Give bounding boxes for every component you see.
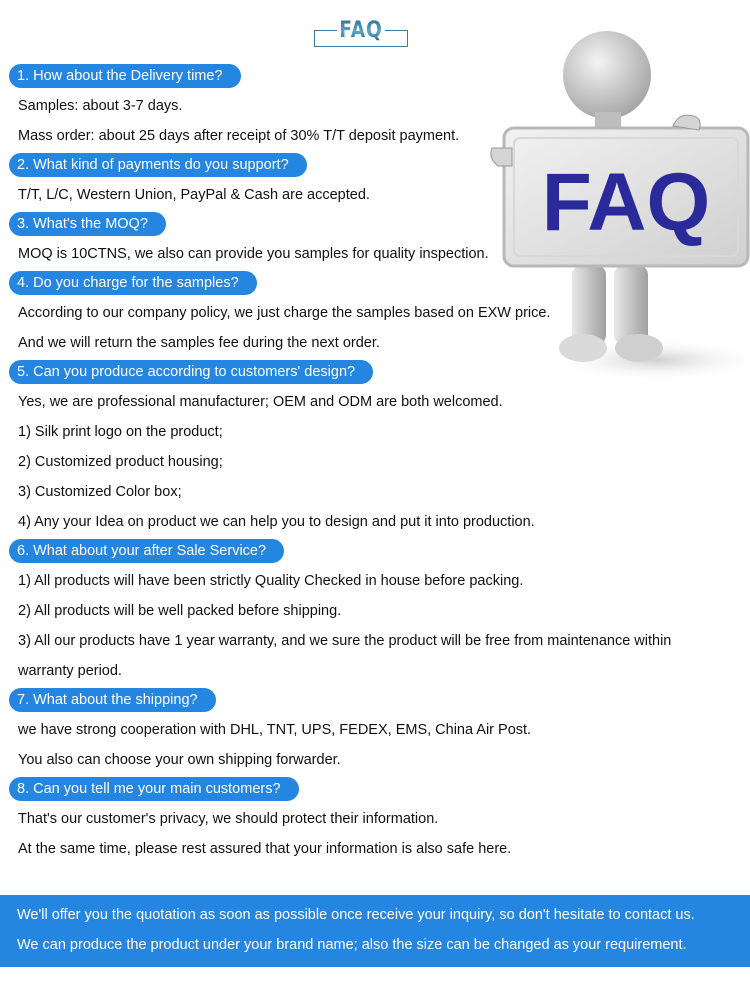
- faq-item-3: [9, 210, 749, 269]
- faq-answer: At the same time, please rest assured that your information is also safe here.: [18, 841, 512, 857]
- faq-question[interactable]: 7. What about the shipping?: [9, 688, 216, 712]
- faq-item-6: [9, 537, 749, 686]
- faq-question[interactable]: 6. What about your after Sale Service?: [9, 539, 284, 563]
- faq-question[interactable]: 5. Can you produce according to customers' design?: [9, 360, 373, 384]
- footer-line-2: We can produce the product under your brand name; also the size can be changed as your requirement.: [17, 937, 687, 953]
- faq-answer: warranty period.: [18, 663, 122, 679]
- sign-text: FAQ: [541, 157, 711, 248]
- faq-item-2: [9, 151, 749, 210]
- faq-answer: 2) Customized product housing;: [18, 454, 223, 470]
- page-title: FAQ: [321, 18, 401, 43]
- faq-answer: 3) All our products have 1 year warranty, and we sure the product will be free from maintenance within: [18, 633, 672, 649]
- faq-answer: 1) Silk print logo on the product;: [18, 424, 223, 440]
- faq-list: [9, 62, 749, 864]
- faq-answer: 1) All products will have been strictly Quality Checked in house before packing.: [18, 573, 524, 589]
- faq-answer: Samples: about 3-7 days.: [18, 98, 183, 114]
- faq-question[interactable]: 1. How about the Delivery time?: [9, 64, 241, 88]
- faq-answer: According to our company policy, we just charge the samples based on EXW price.: [18, 305, 551, 321]
- faq-title: [314, 16, 408, 46]
- faq-item-5: [9, 358, 749, 537]
- faq-answer: T/T, L/C, Western Union, PayPal & Cash are accepted.: [18, 187, 370, 203]
- footer-line-1: We'll offer you the quotation as soon as possible once receive your inquiry, so don't hesitate to contact us.: [17, 907, 695, 923]
- faq-answer: 3) Customized Color box;: [18, 484, 182, 500]
- faq-answer: MOQ is 10CTNS, we also can provide you samples for quality inspection.: [18, 246, 489, 262]
- faq-answer: 4) Any your Idea on product we can help you to design and put it into production.: [18, 514, 535, 530]
- faq-answer: we have strong cooperation with DHL, TNT, UPS, FEDEX, EMS, China Air Post.: [18, 722, 532, 738]
- faq-question[interactable]: 4. Do you charge for the samples?: [9, 271, 257, 295]
- faq-answer: And we will return the samples fee during the next order.: [18, 335, 380, 351]
- faq-answer: You also can choose your own shipping forwarder.: [18, 752, 341, 768]
- faq-answer: That's our customer's privacy, we should protect their information.: [18, 811, 439, 827]
- faq-answer: Mass order: about 25 days after receipt of 30% T/T deposit payment.: [18, 128, 460, 144]
- faq-item-8: [9, 775, 749, 864]
- faq-question[interactable]: 3. What's the MOQ?: [9, 212, 166, 236]
- faq-answer: Yes, we are professional manufacturer; OEM and ODM are both welcomed.: [18, 394, 503, 410]
- faq-question[interactable]: 8. Can you tell me your main customers?: [9, 777, 299, 801]
- faq-answer: 2) All products will be well packed before shipping.: [18, 603, 342, 619]
- faq-item-7: [9, 686, 749, 775]
- faq-item-1: [9, 62, 749, 151]
- faq-question[interactable]: 2. What kind of payments do you support?: [9, 153, 307, 177]
- title-underline: [314, 46, 408, 47]
- footer-banner: [0, 895, 750, 967]
- faq-item-4: [9, 269, 749, 358]
